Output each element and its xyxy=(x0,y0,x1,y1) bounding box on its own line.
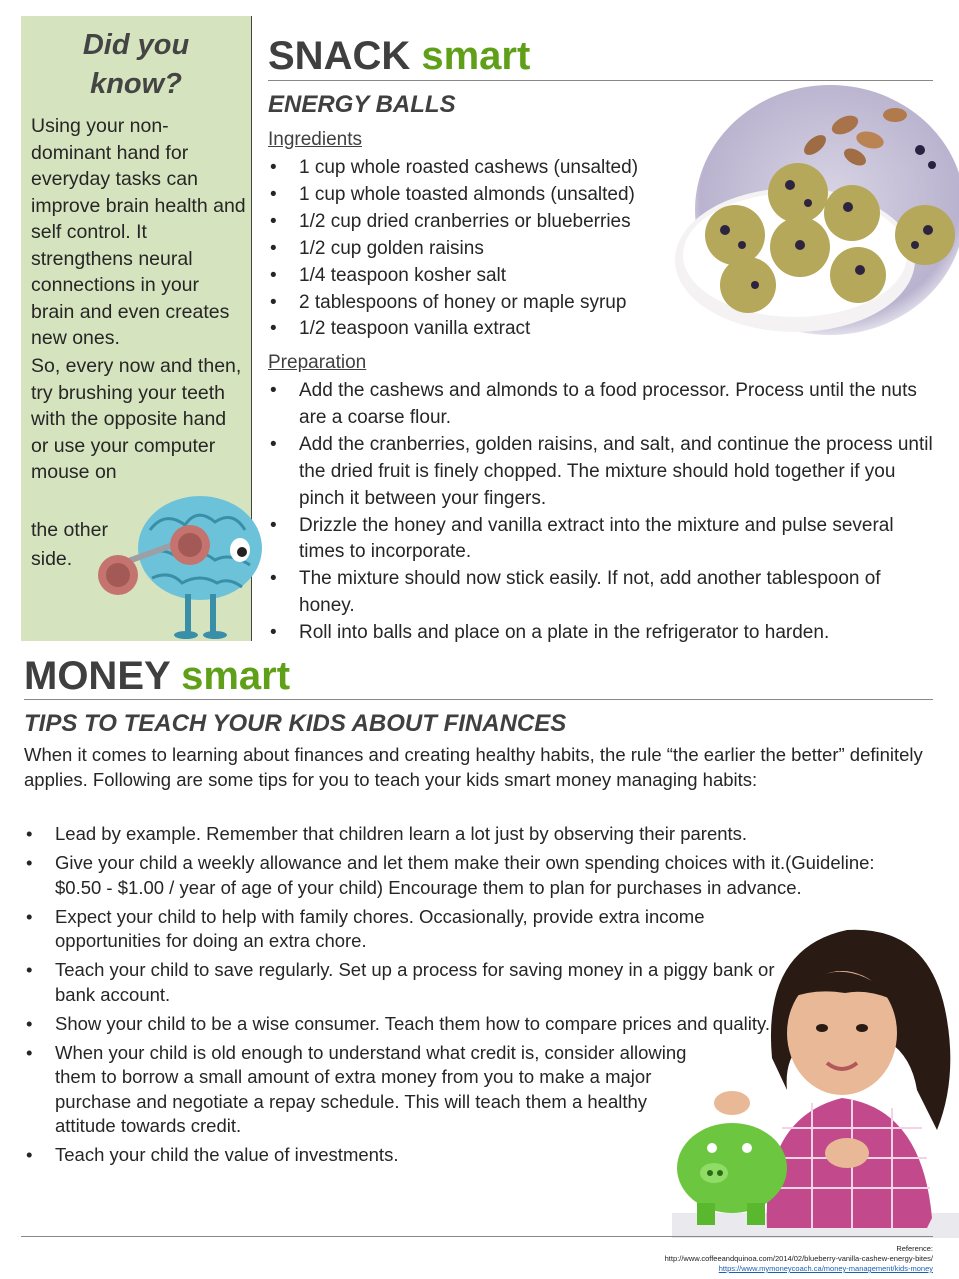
ingredient-item: • 1/2 cup golden raisins xyxy=(268,236,678,263)
preparation-label: Preparation xyxy=(268,352,367,373)
energy-balls-subheading: ENERGY BALLS xyxy=(268,91,456,118)
ingredient-item: • 1/4 teaspoon kosher salt xyxy=(268,263,678,290)
reference-link-recipe[interactable]: http://www.coffeeandquinoa.com/2014/02/blueberry-vanilla-cashew-energy-bites/ xyxy=(664,1254,933,1263)
money-tip-item: • Teach your child the value of investments. xyxy=(24,1143,705,1168)
energy-balls-photo xyxy=(670,85,959,350)
reference-link-money[interactable]: https://www.mymoneycoach.ca/money-management/kids-money xyxy=(718,1264,933,1273)
money-tip-item: • Expect your child to help with family chores. Occasionally, provide extra income opportunities for doing an extra chore. xyxy=(24,905,805,954)
money-smart-heading xyxy=(24,652,290,700)
finances-subheading: TIPS TO TEACH YOUR KIDS ABOUT FINANCES xyxy=(24,710,567,737)
reference-label: Reference: xyxy=(896,1244,933,1253)
sidebar-paragraph-1: Using your non-dominant hand for everyday tasks can improve brain health and self control. It strengthens neural connections in your brain and even creates new ones. xyxy=(31,115,246,349)
money-heading-accent: smart xyxy=(181,654,291,698)
ingredient-item: • 1/2 teaspoon vanilla extract xyxy=(268,316,678,343)
money-tip-item: • Show your child to be a wise consumer. Teach them how to compare prices and quality. xyxy=(24,1012,805,1037)
money-tip-item: • Lead by example. Remember that children learn a lot just by observing their parents. xyxy=(24,822,925,847)
money-divider xyxy=(24,699,933,700)
brain-dumbbell-illustration xyxy=(90,490,270,640)
money-tip-item: • Teach your child to save regularly. Set up a process for saving money in a piggy bank or bank account. xyxy=(24,958,805,1007)
ingredient-item: • 2 tablespoons of honey or maple syrup xyxy=(268,290,678,317)
sidebar-title xyxy=(21,26,251,104)
reference-block xyxy=(665,1244,933,1274)
money-tip-item: • Give your child a weekly allowance and let them make their own spending choices with it.(Guideline: $0.50 - $1.00 / year of age of your child) Encourage them to plan for purchases in advance. xyxy=(24,851,925,900)
snack-smart-heading xyxy=(268,32,530,80)
preparation-step: • Drizzle the honey and vanilla extract into the mixture and pulse several times to incorporate. xyxy=(268,513,933,567)
preparation-step: • Add the cranberries, golden raisins, and salt, and continue the process until the dried fruit is finely chopped. The mixture should hold together if you pinch it between your fingers. xyxy=(268,432,933,513)
sidebar-paragraph-2: So, every now and then, try brushing your teeth with the opposite hand or use your computer mouse on xyxy=(31,355,242,483)
bottom-divider xyxy=(21,1236,933,1237)
money-intro-paragraph: When it comes to learning about finances and creating healthy habits, the rule “the earlier the better” definitely applies. Following are some tips for you to teach your kids smart money managing habits: xyxy=(24,744,923,790)
ingredients-label: Ingredients xyxy=(268,129,363,150)
money-tips-list xyxy=(24,822,925,1172)
ingredients-list xyxy=(268,155,678,343)
sidebar-paragraph-3: the other side. xyxy=(31,519,108,570)
ingredient-item: • 1/2 cup dried cranberries or blueberries xyxy=(268,209,678,236)
preparation-list xyxy=(268,378,933,647)
snack-divider xyxy=(268,80,933,81)
money-tip-item: • When your child is old enough to understand what credit is, consider allowing them to borrow a small amount of extra money from you to make a major purchase and negotiate a repay schedule. This will teach them a healthy attitude towards credit. xyxy=(24,1041,705,1139)
snack-heading-accent: smart xyxy=(421,34,531,78)
snack-heading-main: SNACK xyxy=(268,34,411,78)
sidebar-title-line1: Did you xyxy=(82,29,190,61)
preparation-step: • Add the cashews and almonds to a food processor. Process until the nuts are a coarse flour. xyxy=(268,378,933,432)
sidebar-title-line2: know? xyxy=(90,68,182,100)
preparation-step: • Roll into balls and place on a plate in the refrigerator to harden. xyxy=(268,620,933,647)
money-heading-main: MONEY xyxy=(24,654,170,698)
ingredient-item: • 1 cup whole toasted almonds (unsalted) xyxy=(268,182,678,209)
preparation-step: • The mixture should now stick easily. If not, add another tablespoon of honey. xyxy=(268,566,933,620)
ingredient-item: • 1 cup whole roasted cashews (unsalted) xyxy=(268,155,678,182)
